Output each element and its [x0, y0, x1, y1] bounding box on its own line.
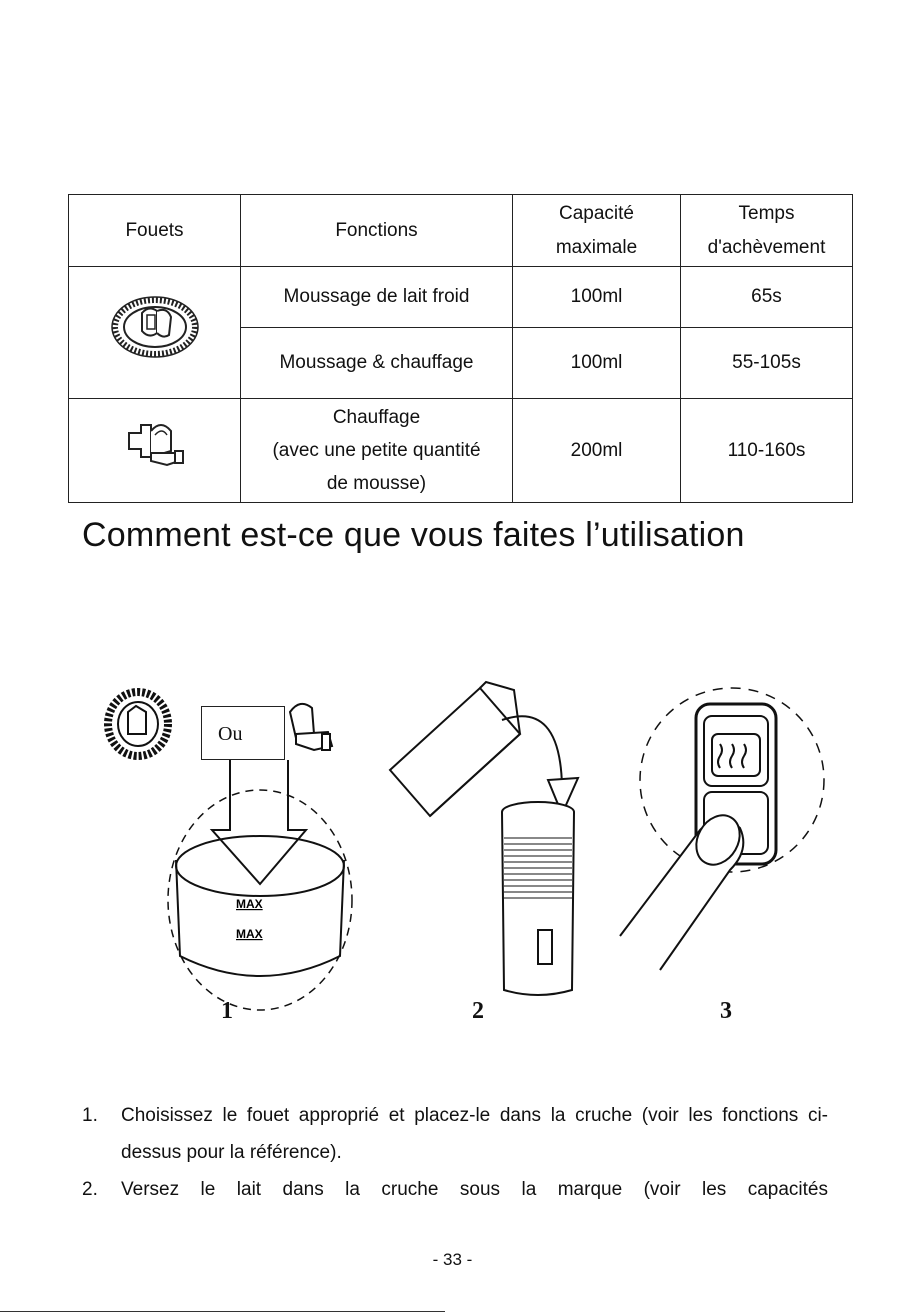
header-time-line2: d'achèvement [707, 236, 826, 258]
time-cell: 110-160s [681, 399, 853, 503]
header-capacity [513, 195, 681, 267]
item-number: 1. [82, 1105, 98, 1126]
list-item [82, 1171, 828, 1208]
milk-carton-icon [390, 682, 520, 816]
table-header-row [69, 195, 853, 267]
or-label-box: Ou [201, 706, 285, 760]
spring-whisk-icon [109, 291, 201, 363]
time-cell: 55-105s [681, 328, 853, 399]
header-time-line1: Temps [738, 202, 795, 224]
time-cell: 65s [681, 267, 853, 328]
item-text: Choisissez le fouet approprié et placez-le dans la cruche (voir les fonctions ci-dessus pour la référence). [121, 1105, 828, 1163]
whisk-cell-spring [69, 267, 241, 399]
svg-text:MAX: MAX [236, 897, 263, 911]
function-line: Chauffage [332, 407, 421, 428]
flat-whisk-icon [290, 704, 332, 750]
function-cell: Moussage de lait froid [241, 267, 513, 328]
finger-icon [620, 807, 748, 970]
capacity-cell: 200ml [513, 399, 681, 503]
step-number-2: 2 [472, 998, 484, 1024]
list-item [82, 1097, 828, 1171]
item-text: Versez le lait dans la cruche sous la marque (voir les capacités [121, 1179, 828, 1200]
svg-text:MAX: MAX [236, 927, 263, 941]
spring-whisk-icon [108, 692, 168, 756]
bottom-divider [0, 1311, 445, 1312]
table-row [69, 399, 853, 503]
instruction-list [82, 1097, 828, 1208]
whisk-cell-flat [69, 399, 241, 503]
capacity-cell: 100ml [513, 328, 681, 399]
section-heading: Comment est-ce que vous faites l’utilisation [82, 516, 745, 554]
header-time [681, 195, 853, 267]
frother-jug-icon [502, 802, 574, 995]
function-line: (avec une petite quantité [272, 440, 481, 461]
item-number: 2. [82, 1179, 98, 1200]
capacity-cell: 100ml [513, 267, 681, 328]
whisk-function-table [68, 194, 853, 503]
header-whisks: Fouets [69, 195, 241, 267]
usage-illustration [100, 660, 840, 1040]
step-number-3: 3 [720, 998, 732, 1024]
header-capacity-line2: maximale [555, 236, 638, 258]
function-cell: Moussage & chauffage [241, 328, 513, 399]
function-line: de mousse) [326, 473, 427, 494]
table-row [69, 267, 853, 328]
step-number-1: 1 [221, 998, 233, 1024]
header-capacity-line1: Capacité [559, 202, 634, 224]
page-number: - 33 - [432, 1250, 473, 1269]
header-functions: Fonctions [241, 195, 513, 267]
jug-closeup [168, 760, 352, 1010]
flat-whisk-icon [121, 417, 189, 473]
function-cell [241, 399, 513, 503]
